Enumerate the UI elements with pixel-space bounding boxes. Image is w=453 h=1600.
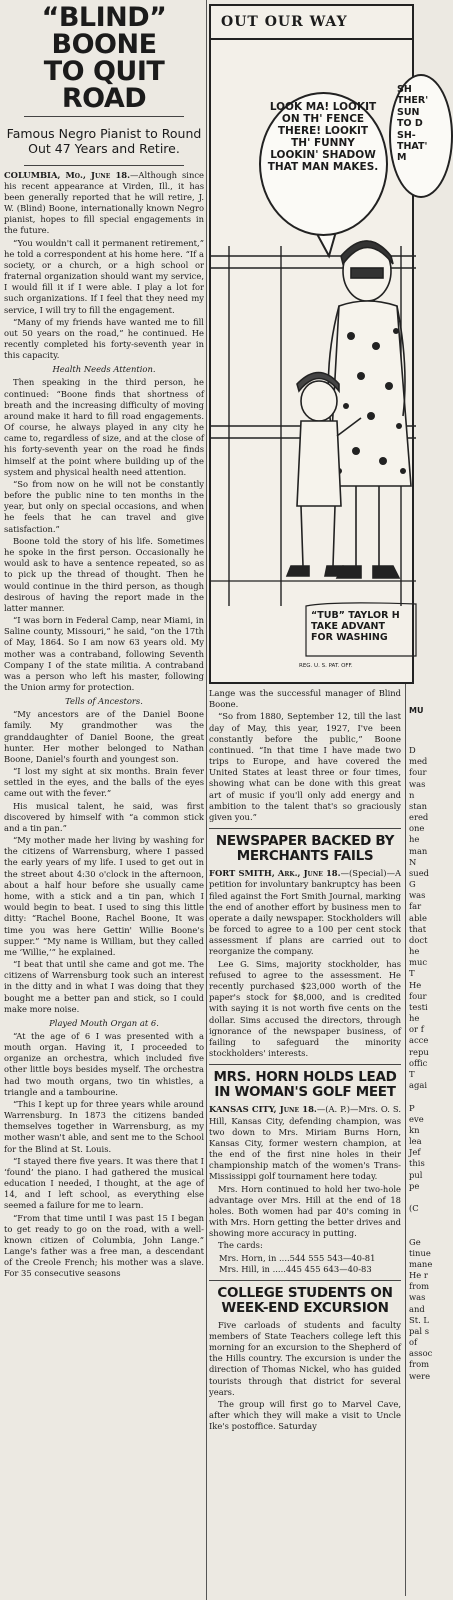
cut-off-line: he (409, 946, 420, 957)
comic-title: OUT OUR WAY (211, 6, 412, 40)
cut-off-line: lea (409, 1136, 422, 1147)
paragraph: “At the age of 6 I was presented with a mouth organ. Having it, I proceeded to organize an orchestra, which included five other little boys besides myself. The orchestra had two mouth organs, two tin whistles, a triangle and a tambourine. (4, 1030, 204, 1097)
headline-golf: MRS. HORN HOLDS LEAD IN WOMAN'S GOLF MEET (213, 1069, 397, 1101)
cut-off-line: P (409, 1102, 415, 1113)
cut-off-line: he (409, 834, 420, 845)
speech-bubble-text: LOOK MA! LOOKIT ON TH' FENCE THERE! LOOKIT TH' FUNNY LOOKIN' SHADOW THAT MAN MAKES. (267, 101, 379, 174)
dateline: COLUMBIA, Mo., June 18. (4, 169, 131, 180)
cut-off-column (405, 684, 435, 1596)
cut-off-line: able (409, 912, 427, 923)
cut-off-line: acce (409, 1035, 429, 1046)
right-column (209, 4, 434, 1596)
cut-off-line: four (409, 767, 427, 778)
paragraph: His musical talent, he said, was first discovered by himself with “a common stick and a tin pan.” (4, 800, 204, 833)
article-rule (209, 828, 401, 829)
cut-off-line: Jef (409, 1147, 421, 1158)
cut-off-line: repu (409, 1046, 429, 1057)
headline-line-1: “BLIND” BOONE (41, 2, 167, 60)
cut-off-line: from (409, 1281, 430, 1292)
golf-card-row: Mrs. Hill, in .....445 455 643—40-83 (219, 1263, 372, 1274)
paragraph: The group will first go to Marvel Cave, after which they will make a visit to Uncle Ike's postoffice. Saturday (209, 1398, 401, 1432)
paragraph: “I stayed there five years. It was there that I ‘found’ the piano. I had gathered the musical education I needed, I thought, at the age of 14, and I left school, as everything else seemed a failure for me to learn. (4, 1155, 204, 1211)
comic-caption: “TUB” TAYLOR H TAKE ADVANT FOR WASHING (311, 610, 400, 643)
cut-off-line: sued (409, 867, 430, 878)
speech-bubble-side-text: SH THER' SUN TO D SH- THAT' M (397, 84, 429, 164)
paragraph: “I lost my sight at six months. Brain fever settled in the eyes, and the balls of the eyes came out with the fever.” (4, 766, 204, 799)
cut-off-line: He (409, 979, 422, 990)
article-rule (209, 1064, 401, 1065)
paragraph: “Many of my friends have wanted me to fill out 50 years on the road,” he continued. He recently completed his forty-seventh year in this capacity. (4, 316, 204, 361)
paragraph: “My mother made her living by washing for the citizens of Warrensburg, where I passed the early years of my life. I used to get out in the street about 4:30 o'clock in the afternoon, about a half hour before she usually came home, with a stick and a tin pan, which I would begin to beat. I used to sing this little ditty: “Rachel Boone, Rachel Boone, It was time you was here Gettin' Willie Boone's supper.” “My name is William, but they called me ‘Willie,’” he explained. (4, 835, 204, 957)
headline-newspaper: NEWSPAPER BACKED BY MERCHANTS FAILS (215, 833, 395, 865)
cut-off-line: was (409, 778, 426, 789)
cut-off-line: med (409, 756, 428, 767)
headline-rule (24, 116, 184, 117)
cut-off-line: T (409, 968, 415, 979)
paragraph: Mrs. Horn continued to hold her two-hole advantage over Mrs. Hill at the end of 18 holes. Both women had par 40's coming in with Mrs. Horn getting the better drives and showing more accuracy in putting. (209, 1183, 401, 1239)
paragraph: “I beat that until she came and got me. The citizens of Warrensburg took such an interest in the ditty and in what I was doing that they bought me a better pan and stick, so I could make more noise. (4, 959, 204, 1014)
cut-off-line: eve (409, 1113, 424, 1124)
cut-off-line: this (409, 1158, 425, 1169)
cut-off-line: of (409, 1337, 418, 1348)
dateline: FORT SMITH, Ark., June 18. (209, 868, 341, 879)
subhead-ancestors: Tells of Ancestors. (65, 696, 143, 707)
paragraph: “From that time until I was past 15 I began to get ready to go on the road, with a well-known citizen of Columbia, John Lange.” Lange's father was a free man, a descendant of the Creole French; his mother was a slave. For 35 consecutive seasons (4, 1212, 204, 1279)
cut-off-headline: MU (409, 706, 424, 715)
cut-off-line (406, 1225, 435, 1236)
cut-off-line: four (409, 990, 427, 1001)
column-divider (206, 0, 207, 1600)
cut-off-line: or f (409, 1024, 424, 1035)
cut-off-line: He r (409, 1270, 428, 1281)
cut-off-line: D (409, 745, 416, 755)
cut-off-line: from (409, 1359, 430, 1370)
paragraph: The cards: (218, 1240, 263, 1251)
cut-off-line: Ge (409, 1236, 421, 1247)
cut-off-line: G (409, 879, 416, 890)
headline-college: COLLEGE STUDENTS ON WEEK-END EXCURSION (217, 1284, 393, 1316)
cut-off-line: stan (409, 800, 428, 811)
paragraph: “My ancestors are of the Daniel Boone family. My grandmother was the granddaughter of Daniel Boone, the great hunter. Her mother belonged to Nathan Boone, Daniel's fourth and youngest son. (4, 709, 204, 764)
cut-off-line: was (409, 890, 426, 901)
subhead-health: Health Needs Attention. (52, 364, 156, 375)
deck-rule (24, 165, 184, 166)
cut-off-line: far (409, 901, 422, 912)
cut-off-line: one (409, 823, 425, 834)
cut-off-line: N (409, 856, 417, 867)
paragraph: “So from now on he will not be constantly before the public nine to ten months in the year, but only on special occasions, and when he feels that he can travel and give satisfaction.” (4, 478, 204, 534)
cut-off-line: pe (409, 1180, 420, 1191)
paragraph: Lee G. Sims, majority stockholder, has refused to agree to the assessment. He recently purchased $23,000 worth of the paper's stock for $8,000, and is credited with saying it is not worth five cents on the dollar. Sims accused the directors, through ignorance of the newspaper business, of failing to safeguard the minority stockholders' interests. (209, 958, 401, 1059)
cut-off-line: mane (409, 1258, 433, 1269)
cut-off-line: that (409, 923, 427, 934)
cut-off-line: testi (409, 1001, 428, 1012)
subhead-mouth-organ: Played Mouth Organ at 6. (49, 1017, 159, 1028)
paragraph: KANSAS CITY, June 18.—(A. P.)—Mrs. O. S. Hill, Kansas City, defending champion, was two down to Mrs. Miriam Burns Horn, Kansas City, former western champion, at the end of the first nine holes in their championship match of the women's Trans-Mississippi golf tournament here today. (209, 1104, 401, 1182)
cut-off-line (406, 1192, 435, 1203)
paragraph: Then speaking in the third person, he continued: “Boone finds that shortness of breath and the increasing difficulty of moving around make it hard to fill road engagements. Of course, he always played in any city he came to, regardless of size, and at the close of his forty-seventh year on the road he finds himself at the point where building up of the system and physical health need attention. (4, 377, 204, 477)
cut-off-line: tinue (409, 1247, 431, 1258)
cut-off-line: ered (409, 812, 429, 823)
paragraph: “So from 1880, September 12, till the last day of May, this year, 1927, I've been constantly before the public,” Boone continued. “In that time I have made two trips to Europe, and have covered the United States at least three or four times, showing what can be done with this great art of music if you'll only add energy and ambition to the talent that's so graciously given you.” (209, 711, 401, 822)
article-rule (209, 1280, 401, 1281)
lead-paragraph: COLUMBIA, Mo., June 18.—Although since his recent appearance at Virden, Ill., it has been generally reported that he will retire, J. W. (Blind) Boone, internationally known Negro pianist, hopes to fill special engagements in the future. (4, 169, 204, 236)
comic-strip (209, 4, 429, 684)
paragraph: “You wouldn't call it permanent retirement,” he told a correspondent at his home here. “If a society, or a church, or a high school or fraternal organization should want my service, I would fill it if I were able. I play a lot for such organizations. If I feel that they need my service, I will try to fill the engagement. (4, 237, 204, 315)
cut-off-line (406, 1091, 435, 1102)
cut-off-lines (406, 745, 435, 1382)
cut-off-line: n (409, 789, 415, 800)
paragraph: FORT SMITH, Ark., June 18.—(Special)—A petition for involuntary bankruptcy has been filed against the Fort Smith Journal, marking the end of another effort by business men to operate a daily newspaper. Stockholders will be forced to agree to a 100 per cent stock assessment if plans are carried out to reorganize the company. (209, 868, 401, 957)
deck: Famous Negro Pianist to Round Out 47 Years and Retire. (6, 126, 202, 156)
cut-off-line: assoc (409, 1348, 433, 1359)
cut-off-line: agai (409, 1080, 428, 1091)
cut-off-line: was (409, 1292, 426, 1303)
cut-off-line: and (409, 1303, 425, 1314)
cut-off-line: were (409, 1370, 431, 1381)
cut-off-line: pul (409, 1169, 423, 1180)
golf-card-row: Mrs. Horn, in ....544 555 543—40-81 (219, 1252, 376, 1263)
cut-off-line: (C (409, 1203, 419, 1214)
registration-mark: REG. U. S. PAT. OFF. (299, 663, 353, 669)
paragraph: Lange was the successful manager of Blind Boone. (209, 688, 401, 710)
paragraph: Five carloads of students and faculty members of State Teachers college left this morning for an excursion to the Shepherd of the Hills country. The excursion is under the direction of Thomas Nickel, who has guided tourists through that district for several years. (209, 1319, 401, 1397)
dateline: KANSAS CITY, June 18. (209, 1104, 317, 1115)
cut-off-line: pal s (409, 1325, 429, 1336)
cut-off-line (406, 1214, 435, 1225)
right-articles (209, 688, 401, 1433)
paragraph: Boone told the story of his life. Sometimes he spoke in the first person. Occasionally he would ask to have a sentence repeated, so as to pick up the thread of thought. Then he would continue in the third person, as though desirous of having the report made in the latter manner. (4, 535, 204, 613)
cut-off-line: kn (409, 1124, 420, 1135)
cut-off-line: doct (409, 934, 428, 945)
paragraph: “I was born in Federal Camp, near Miami, in Saline county, Missouri,” he said, “on the 17th of May, 1864. So I am now 63 years old. My mother was a contraband, following Seventh Company I of the state militia. A contraband was a person who left his master, following the Union army for protection. (4, 615, 204, 693)
cut-off-line: St. L (409, 1314, 429, 1325)
cut-off-line: offic (409, 1057, 428, 1068)
cut-off-line: muc (409, 957, 428, 968)
left-column (4, 4, 204, 1596)
cut-off-line: man (409, 845, 428, 856)
golf-cards (219, 1253, 401, 1275)
paragraph: “This I kept up for three years while around Warrensburg. In 1873 the citizens banded themselves together in Warrensburg, as my mother wasn't able, and sent me to the School for the Blind at St. Louis. (4, 1098, 204, 1154)
cut-off-line: T (409, 1068, 415, 1079)
headline-line-2: TO QUIT ROAD (43, 56, 165, 114)
cut-off-line: he (409, 1013, 420, 1024)
